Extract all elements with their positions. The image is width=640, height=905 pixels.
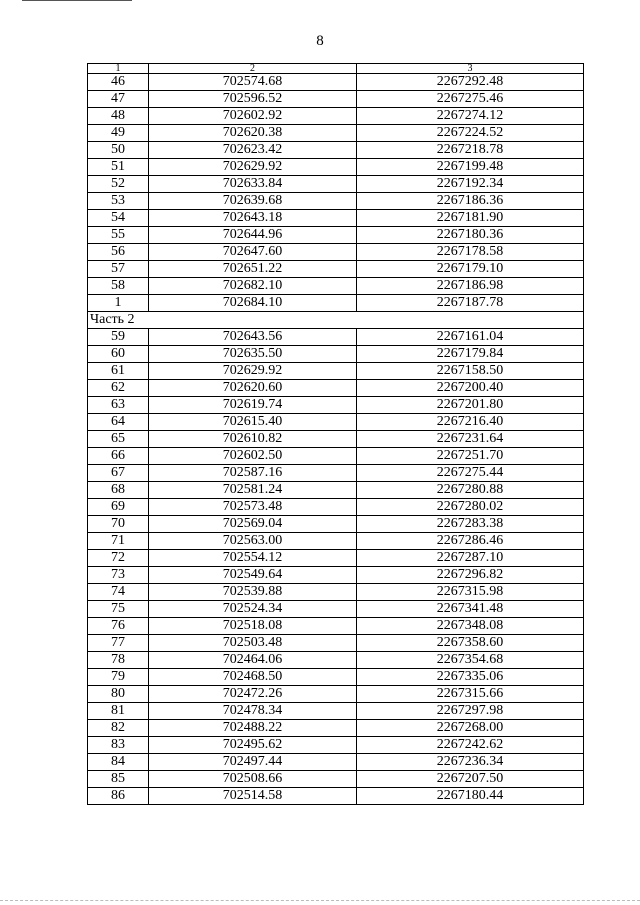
point-number-cell: 53 — [88, 193, 149, 210]
table-row — [88, 329, 584, 346]
y-coordinate-cell: 2267335.06 — [357, 669, 584, 686]
header-col-1: 1 — [88, 64, 149, 74]
y-coordinate-cell: 2267178.58 — [357, 244, 584, 261]
x-coordinate-cell: 702503.48 — [149, 635, 357, 652]
x-coordinate-cell: 702587.16 — [149, 465, 357, 482]
point-number-cell: 52 — [88, 176, 149, 193]
point-number-cell: 55 — [88, 227, 149, 244]
point-number-cell: 64 — [88, 414, 149, 431]
header-col-2: 2 — [149, 64, 357, 74]
y-coordinate-cell: 2267207.50 — [357, 771, 584, 788]
point-number-cell: 56 — [88, 244, 149, 261]
x-coordinate-cell: 702574.68 — [149, 74, 357, 91]
table-row — [88, 159, 584, 176]
y-coordinate-cell: 2267358.60 — [357, 635, 584, 652]
point-number-cell: 77 — [88, 635, 149, 652]
table-row — [88, 346, 584, 363]
table-row — [88, 686, 584, 703]
point-number-cell: 80 — [88, 686, 149, 703]
x-coordinate-cell: 702629.92 — [149, 159, 357, 176]
y-coordinate-cell: 2267280.88 — [357, 482, 584, 499]
section-label: Часть 2 — [88, 312, 149, 329]
coordinates-table-body — [88, 64, 584, 805]
point-number-cell: 76 — [88, 618, 149, 635]
table-row — [88, 176, 584, 193]
y-coordinate-cell: 2267297.98 — [357, 703, 584, 720]
point-number-cell: 49 — [88, 125, 149, 142]
x-coordinate-cell: 702620.38 — [149, 125, 357, 142]
table-row — [88, 771, 584, 788]
x-coordinate-cell: 702464.06 — [149, 652, 357, 669]
y-coordinate-cell: 2267224.52 — [357, 125, 584, 142]
y-coordinate-cell: 2267180.44 — [357, 788, 584, 805]
y-coordinate-cell: 2267192.34 — [357, 176, 584, 193]
x-coordinate-cell: 702643.18 — [149, 210, 357, 227]
x-coordinate-cell: 702682.10 — [149, 278, 357, 295]
y-coordinate-cell: 2267354.68 — [357, 652, 584, 669]
point-number-cell: 84 — [88, 754, 149, 771]
y-coordinate-cell: 2267251.70 — [357, 448, 584, 465]
point-number-cell: 68 — [88, 482, 149, 499]
table-row — [88, 380, 584, 397]
point-number-cell: 82 — [88, 720, 149, 737]
table-row — [88, 363, 584, 380]
table-row — [88, 754, 584, 771]
table-row — [88, 652, 584, 669]
point-number-cell: 81 — [88, 703, 149, 720]
y-coordinate-cell: 2267296.82 — [357, 567, 584, 584]
table-row — [88, 278, 584, 295]
x-coordinate-cell: 702478.34 — [149, 703, 357, 720]
point-number-cell: 48 — [88, 108, 149, 125]
table-row — [88, 431, 584, 448]
x-coordinate-cell: 702647.60 — [149, 244, 357, 261]
y-coordinate-cell: 2267341.48 — [357, 601, 584, 618]
x-coordinate-cell: 702602.92 — [149, 108, 357, 125]
table-row — [88, 448, 584, 465]
y-coordinate-cell: 2267180.36 — [357, 227, 584, 244]
table-row — [88, 567, 584, 584]
table-row — [88, 244, 584, 261]
y-coordinate-cell: 2267275.46 — [357, 91, 584, 108]
y-coordinate-cell: 2267199.48 — [357, 159, 584, 176]
y-coordinate-cell: 2267236.34 — [357, 754, 584, 771]
y-coordinate-cell: 2267280.02 — [357, 499, 584, 516]
point-number-cell: 62 — [88, 380, 149, 397]
x-coordinate-cell: 702610.82 — [149, 431, 357, 448]
page-number: 8 — [316, 33, 324, 49]
coordinates-table — [87, 63, 584, 805]
x-coordinate-cell: 702488.22 — [149, 720, 357, 737]
table-row — [88, 193, 584, 210]
table-row — [88, 601, 584, 618]
x-coordinate-cell: 702514.58 — [149, 788, 357, 805]
section-filler — [149, 312, 584, 329]
y-coordinate-cell: 2267315.98 — [357, 584, 584, 601]
table-row — [88, 618, 584, 635]
point-number-cell: 78 — [88, 652, 149, 669]
table-row — [88, 584, 584, 601]
x-coordinate-cell: 702596.52 — [149, 91, 357, 108]
x-coordinate-cell: 702684.10 — [149, 295, 357, 312]
table-row — [88, 669, 584, 686]
point-number-cell: 85 — [88, 771, 149, 788]
table-row — [88, 737, 584, 754]
table-row — [88, 210, 584, 227]
table-row — [88, 295, 584, 312]
point-number-cell: 69 — [88, 499, 149, 516]
point-number-cell: 51 — [88, 159, 149, 176]
x-coordinate-cell: 702497.44 — [149, 754, 357, 771]
table-row — [88, 465, 584, 482]
x-coordinate-cell: 702635.50 — [149, 346, 357, 363]
table-row — [88, 125, 584, 142]
y-coordinate-cell: 2267218.78 — [357, 142, 584, 159]
y-coordinate-cell: 2267216.40 — [357, 414, 584, 431]
point-number-cell: 70 — [88, 516, 149, 533]
y-coordinate-cell: 2267200.40 — [357, 380, 584, 397]
y-coordinate-cell: 2267268.00 — [357, 720, 584, 737]
y-coordinate-cell: 2267186.36 — [357, 193, 584, 210]
y-coordinate-cell: 2267231.64 — [357, 431, 584, 448]
bottom-rule — [0, 900, 640, 901]
x-coordinate-cell: 702524.34 — [149, 601, 357, 618]
x-coordinate-cell: 702651.22 — [149, 261, 357, 278]
header-col-3: 3 — [357, 64, 584, 74]
table-row — [88, 499, 584, 516]
x-coordinate-cell: 702508.66 — [149, 771, 357, 788]
y-coordinate-cell: 2267187.78 — [357, 295, 584, 312]
x-coordinate-cell: 702554.12 — [149, 550, 357, 567]
point-number-cell: 47 — [88, 91, 149, 108]
table-row — [88, 108, 584, 125]
section-row — [88, 312, 584, 329]
x-coordinate-cell: 702472.26 — [149, 686, 357, 703]
table-row — [88, 261, 584, 278]
point-number-cell: 1 — [88, 295, 149, 312]
y-coordinate-cell: 2267275.44 — [357, 465, 584, 482]
y-coordinate-cell: 2267161.04 — [357, 329, 584, 346]
table-row — [88, 414, 584, 431]
x-coordinate-cell: 702581.24 — [149, 482, 357, 499]
table-row — [88, 482, 584, 499]
table-row — [88, 227, 584, 244]
top-rule — [22, 0, 132, 1]
table-row — [88, 635, 584, 652]
x-coordinate-cell: 702615.40 — [149, 414, 357, 431]
x-coordinate-cell: 702602.50 — [149, 448, 357, 465]
y-coordinate-cell: 2267158.50 — [357, 363, 584, 380]
table-row — [88, 142, 584, 159]
point-number-cell: 61 — [88, 363, 149, 380]
y-coordinate-cell: 2267186.98 — [357, 278, 584, 295]
point-number-cell: 83 — [88, 737, 149, 754]
table-row — [88, 550, 584, 567]
table-row — [88, 91, 584, 108]
y-coordinate-cell: 2267348.08 — [357, 618, 584, 635]
x-coordinate-cell: 702495.62 — [149, 737, 357, 754]
point-number-cell: 74 — [88, 584, 149, 601]
y-coordinate-cell: 2267283.38 — [357, 516, 584, 533]
point-number-cell: 65 — [88, 431, 149, 448]
y-coordinate-cell: 2267242.62 — [357, 737, 584, 754]
point-number-cell: 79 — [88, 669, 149, 686]
point-number-cell: 59 — [88, 329, 149, 346]
y-coordinate-cell: 2267201.80 — [357, 397, 584, 414]
y-coordinate-cell: 2267292.48 — [357, 74, 584, 91]
x-coordinate-cell: 702623.42 — [149, 142, 357, 159]
x-coordinate-cell: 702573.48 — [149, 499, 357, 516]
point-number-cell: 46 — [88, 74, 149, 91]
point-number-cell: 50 — [88, 142, 149, 159]
y-coordinate-cell: 2267274.12 — [357, 108, 584, 125]
y-coordinate-cell: 2267315.66 — [357, 686, 584, 703]
x-coordinate-cell: 702549.64 — [149, 567, 357, 584]
point-number-cell: 71 — [88, 533, 149, 550]
y-coordinate-cell: 2267179.84 — [357, 346, 584, 363]
x-coordinate-cell: 702518.08 — [149, 618, 357, 635]
x-coordinate-cell: 702539.88 — [149, 584, 357, 601]
table-row — [88, 533, 584, 550]
table-row — [88, 397, 584, 414]
y-coordinate-cell: 2267181.90 — [357, 210, 584, 227]
x-coordinate-cell: 702468.50 — [149, 669, 357, 686]
y-coordinate-cell: 2267287.10 — [357, 550, 584, 567]
x-coordinate-cell: 702563.00 — [149, 533, 357, 550]
point-number-cell: 58 — [88, 278, 149, 295]
point-number-cell: 60 — [88, 346, 149, 363]
x-coordinate-cell: 702629.92 — [149, 363, 357, 380]
x-coordinate-cell: 702633.84 — [149, 176, 357, 193]
point-number-cell: 67 — [88, 465, 149, 482]
x-coordinate-cell: 702619.74 — [149, 397, 357, 414]
x-coordinate-cell: 702644.96 — [149, 227, 357, 244]
point-number-cell: 75 — [88, 601, 149, 618]
table-row — [88, 788, 584, 805]
table-row — [88, 516, 584, 533]
table-row — [88, 703, 584, 720]
point-number-cell: 57 — [88, 261, 149, 278]
y-coordinate-cell: 2267179.10 — [357, 261, 584, 278]
header-row — [88, 64, 584, 74]
point-number-cell: 66 — [88, 448, 149, 465]
table-row — [88, 74, 584, 91]
table-row — [88, 720, 584, 737]
x-coordinate-cell: 702639.68 — [149, 193, 357, 210]
x-coordinate-cell: 702620.60 — [149, 380, 357, 397]
x-coordinate-cell: 702643.56 — [149, 329, 357, 346]
y-coordinate-cell: 2267286.46 — [357, 533, 584, 550]
point-number-cell: 63 — [88, 397, 149, 414]
point-number-cell: 73 — [88, 567, 149, 584]
point-number-cell: 72 — [88, 550, 149, 567]
point-number-cell: 54 — [88, 210, 149, 227]
point-number-cell: 86 — [88, 788, 149, 805]
x-coordinate-cell: 702569.04 — [149, 516, 357, 533]
